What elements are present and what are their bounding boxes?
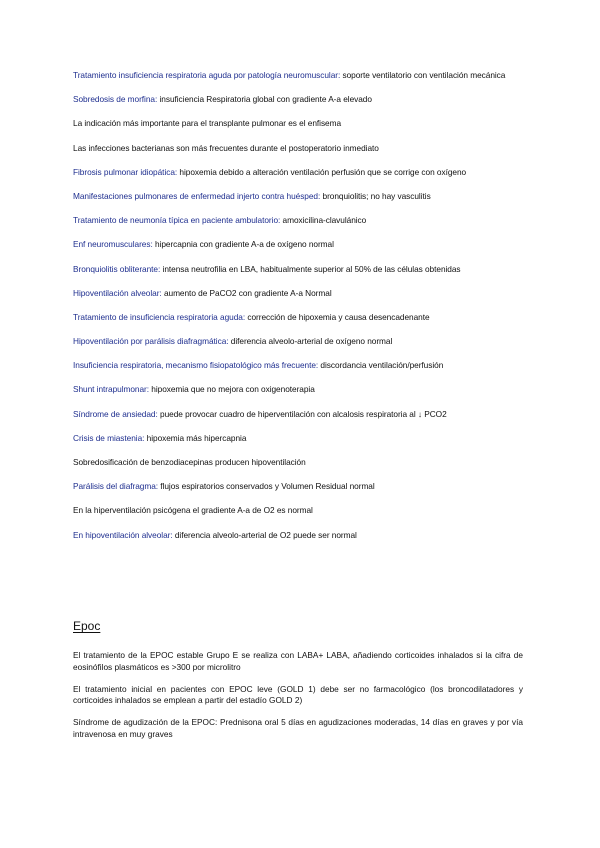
section-title-epoc: Epoc — [73, 619, 101, 633]
note-item — [73, 94, 541, 105]
note-item — [73, 70, 541, 81]
note-item — [73, 336, 541, 347]
note-desc: hipoxemia más hipercapnia — [144, 432, 247, 443]
note-desc: aumento de PaCO2 con gradiente A-a Normal — [161, 287, 332, 298]
note-desc: intensa neutrofilia en LBA, habitualmente superior al 50% de las células obtenidas — [160, 263, 461, 274]
note-desc: corrección de hipoxemia y causa desencadenante — [245, 311, 430, 322]
note-desc: La indicación más importante para el transplante pulmonar es el enfisema — [73, 118, 342, 129]
note-item — [73, 215, 541, 226]
note-item — [73, 264, 541, 275]
note-desc: puede provocar cuadro de hiperventilación con alcalosis respiratoria al ↓ PCO2 — [157, 408, 447, 419]
note-item — [73, 481, 541, 492]
note-desc: En la hiperventilación psicógena el gradiente A-a de O2 es normal — [73, 505, 313, 516]
note-desc: diferencia alveolo-arterial de oxígeno normal — [228, 336, 393, 347]
note-term: Parálisis del diafragma: — [73, 481, 159, 492]
note-item — [73, 360, 541, 371]
note-desc: insuficiencia Respiratoria global con gradiente A-a elevado — [157, 94, 372, 105]
epoc-paragraph: Síndrome de agudización de la EPOC: Prednisona oral 5 días en agudizaciones moderadas, 14 días en graves y por vía intravenosa en muy graves — [73, 717, 523, 739]
note-item — [73, 143, 541, 154]
note-desc: flujos espiratorios conservados y Volumen Residual normal — [158, 481, 375, 492]
note-term: Enf neuromusculares: — [73, 239, 153, 250]
note-item — [73, 433, 541, 444]
note-item — [73, 288, 541, 299]
note-term: En hipoventilación alveolar: — [73, 529, 173, 540]
note-desc: Sobredosificación de benzodiacepinas producen hipoventilación — [73, 457, 306, 467]
note-item — [73, 118, 541, 129]
note-desc: soporte ventilatorio con ventilación mecánica — [340, 70, 506, 80]
note-desc: diferencia alveolo-arterial de O2 puede ser normal — [172, 529, 357, 540]
note-term: Tratamiento insuficiencia respiratoria aguda por patología neuromuscular: — [73, 70, 341, 80]
note-item — [73, 409, 541, 420]
note-term: Hipoventilación alveolar: — [73, 287, 162, 298]
note-item — [73, 312, 541, 323]
note-term: Manifestaciones pulmonares de enfermedad injerto contra huésped: — [73, 190, 321, 201]
note-term: Tratamiento de neumonía típica en paciente ambulatorio: — [73, 215, 281, 226]
note-item — [73, 505, 541, 516]
note-desc: hipoxemia que no mejora con oxigenoterapia — [149, 384, 315, 395]
note-item — [73, 457, 541, 468]
note-desc: discordancia ventilación/perfusión — [318, 360, 444, 371]
note-term: Tratamiento de insuficiencia respiratoria aguda: — [73, 311, 246, 322]
note-item — [73, 167, 541, 178]
epoc-paragraph: El tratamiento inicial en pacientes con EPOC leve (GOLD 1) debe ser no farmacológico (los broncodilatadores y corticoides inhalados se emplean a partir del estadío GOLD 2) — [73, 683, 523, 706]
note-term: Insuficiencia respiratoria, mecanismo fisiopatológico más frecuente: — [73, 360, 319, 371]
note-item — [73, 384, 541, 395]
note-desc: bronquiolitis; no hay vasculitis — [320, 190, 431, 201]
note-term: Crisis de miastenia: — [73, 432, 145, 443]
note-desc: hipercapnia con gradiente A-a de oxígeno normal — [152, 239, 334, 250]
note-term: Hipoventilación por parálisis diafragmática: — [73, 336, 229, 347]
note-term: Bronquiolitis obliterante: — [73, 263, 161, 274]
note-desc: amoxicilina-clavulánico — [280, 215, 367, 226]
note-term: Sobredosis de morfina: — [73, 94, 158, 105]
note-item — [73, 530, 541, 541]
note-term: Síndrome de ansiedad: — [73, 408, 158, 419]
notes-list — [73, 70, 541, 554]
note-term: Fibrosis pulmonar idiopática: — [73, 166, 178, 177]
note-item — [73, 191, 541, 202]
note-term: Shunt intrapulmonar: — [73, 384, 150, 395]
note-desc: Las infecciones bacterianas son más frecuentes durante el postoperatorio inmediato — [73, 142, 379, 153]
note-item — [73, 239, 541, 250]
epoc-paragraph: El tratamiento de la EPOC estable Grupo E se realiza con LABA+ LABA, añadiendo corticoides inhalados si la cifra de eosinófilos plasmáticos es >300 por microlitro — [73, 650, 523, 672]
epoc-section — [73, 650, 523, 751]
note-desc: hipoxemia debido a alteración ventilación perfusión que se corrige con oxígeno — [177, 166, 467, 177]
